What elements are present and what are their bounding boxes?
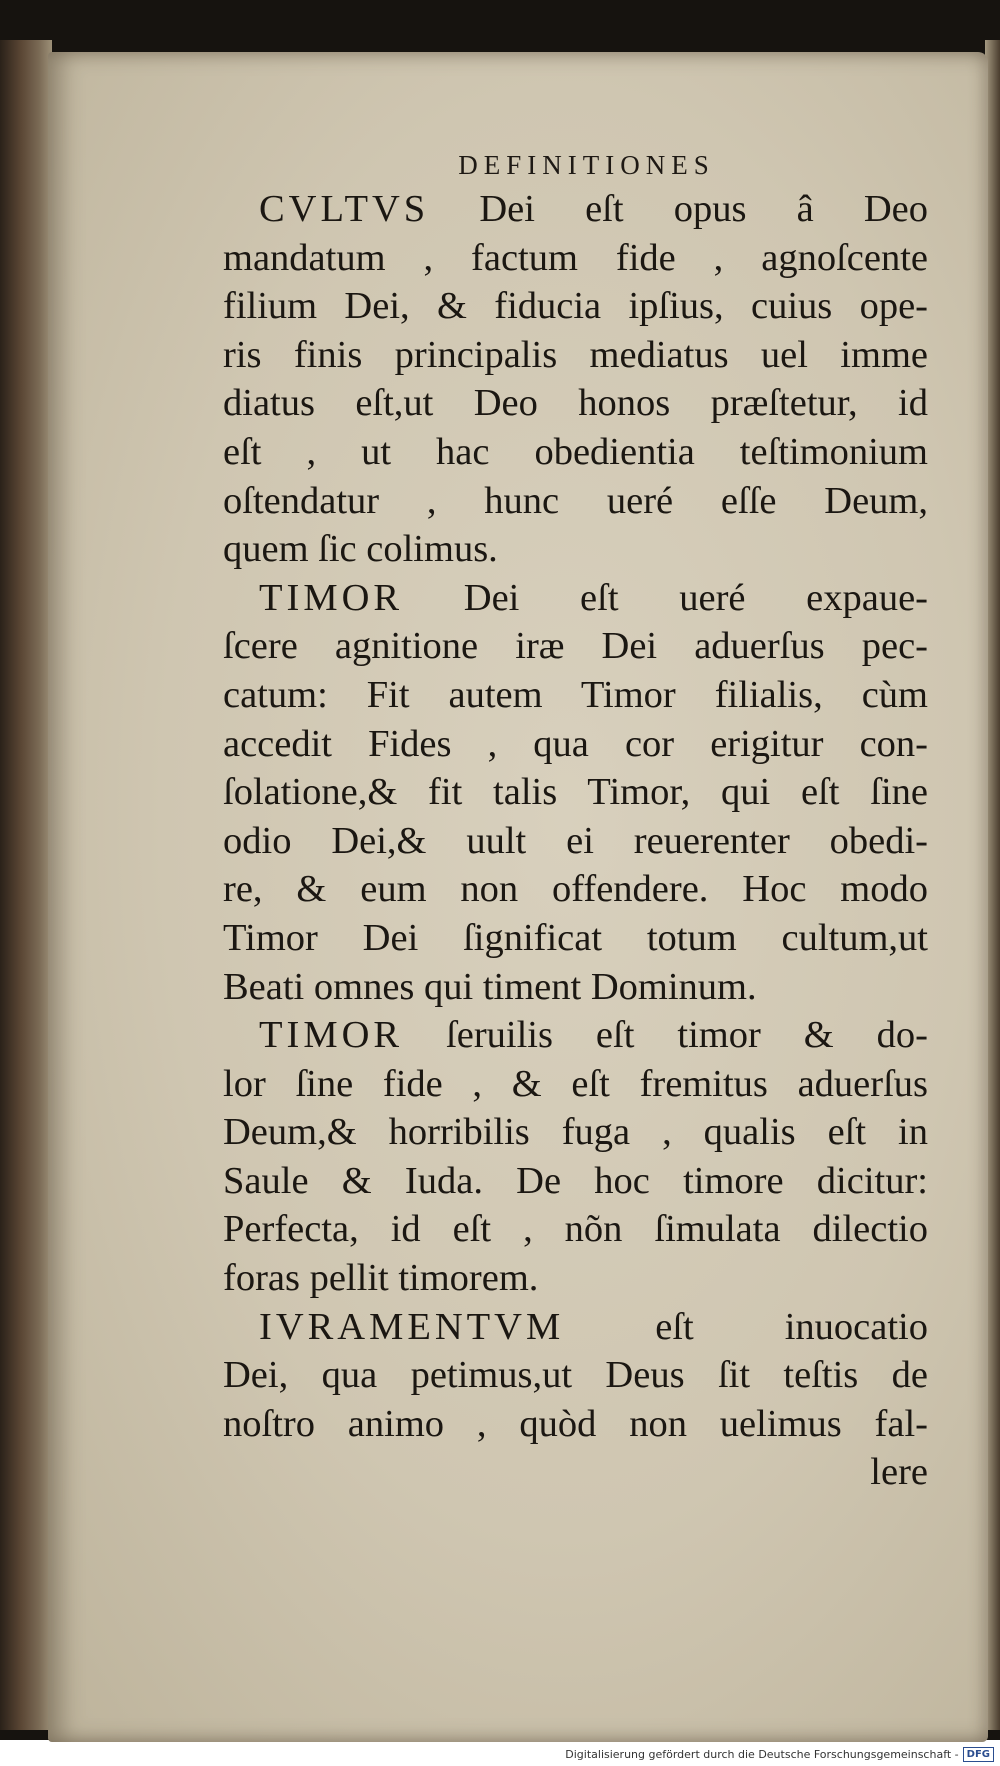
running-head: DEFINITIONES — [458, 150, 715, 180]
text-line: Saule & Iuda. De hoc timore dicitur: — [223, 1159, 928, 1202]
book-spine-edge — [0, 40, 52, 1730]
definition-entry — [223, 185, 928, 574]
entry-line-text: eſt inuocatio — [655, 1305, 928, 1348]
text-line: accedit Fides , qua cor erigitur con- — [223, 722, 928, 765]
text-line: ſcere agnitione iræ Dei aduerſus pec- — [223, 625, 928, 668]
definition-entry — [223, 574, 928, 1011]
footer-credit-text: Digitalisierung gefördert durch die Deutsche Forschungsgemeinschaft - — [565, 1747, 959, 1761]
text-line: re, & eum non offendere. Hoc modo — [223, 868, 928, 911]
text-line: ris finis principalis mediatus uel imme — [223, 333, 928, 376]
entry-keyword: CVLTVS — [259, 188, 430, 230]
entry-keyword: TIMOR — [259, 576, 404, 619]
entry-keyword: IVRAMENTVM — [259, 1305, 565, 1348]
text-line: Beati omnes qui timent Dominum. — [223, 965, 757, 1008]
text-line: Timor Dei ſignificat totum cultum,ut — [223, 916, 928, 959]
text-line: catum: Fit autem Timor filialis, cùm — [223, 673, 928, 716]
text-line: mandatum , factum fide , agnoſcente — [223, 236, 928, 279]
definition-entry — [223, 1303, 928, 1449]
text-line: oſtendatur , hunc ueré eſſe Deum, — [223, 479, 928, 522]
digitization-footer — [0, 1742, 1000, 1766]
definition-entry — [223, 1011, 928, 1303]
text-line: lor ſine fide , & eſt fremitus aduerſus — [223, 1062, 928, 1105]
entry-line-text: Dei eſt opus â Deo — [479, 188, 928, 230]
entry-first-line — [223, 185, 928, 234]
definition-entries — [223, 185, 928, 1448]
text-line: ſolatione,& fit talis Timor, qui eſt ſine — [223, 771, 928, 814]
text-line: noſtro animo , quòd non uelimus fal- — [223, 1402, 928, 1445]
book-page — [48, 52, 988, 1742]
entry-line-text: ſeruilis eſt timor & do- — [446, 1014, 928, 1057]
text-line: diatus eſt,ut Deo honos præſtetur, id — [223, 382, 928, 425]
text-line: eſt , ut hac obedientia teſtimonium — [223, 430, 928, 473]
text-line: Perfecta, id eſt , nõn ſimulata dilectio — [223, 1208, 928, 1251]
text-line: quem ſic colimus. — [223, 528, 498, 571]
text-line: foras pellit timorem. — [223, 1257, 539, 1300]
text-line: filium Dei, & fiducia ipſius, cuius ope- — [223, 285, 928, 328]
entry-keyword: TIMOR — [259, 1014, 404, 1057]
catchword: lere — [870, 1451, 928, 1494]
dfg-logo: DFG — [963, 1747, 994, 1762]
text-line: Deum,& horribilis fuga , qualis eſt in — [223, 1111, 928, 1154]
text-line: odio Dei,& uult ei reuerenter obedi- — [223, 819, 928, 862]
entry-first-line — [223, 574, 928, 623]
entry-first-line — [223, 1011, 928, 1060]
text-line: Dei, qua petimus,ut Deus ſit teſtis de — [223, 1354, 928, 1397]
entry-line-text: Dei eſt ueré expaue- — [463, 576, 929, 619]
page-text-block — [223, 150, 928, 1497]
entry-first-line — [223, 1303, 928, 1352]
